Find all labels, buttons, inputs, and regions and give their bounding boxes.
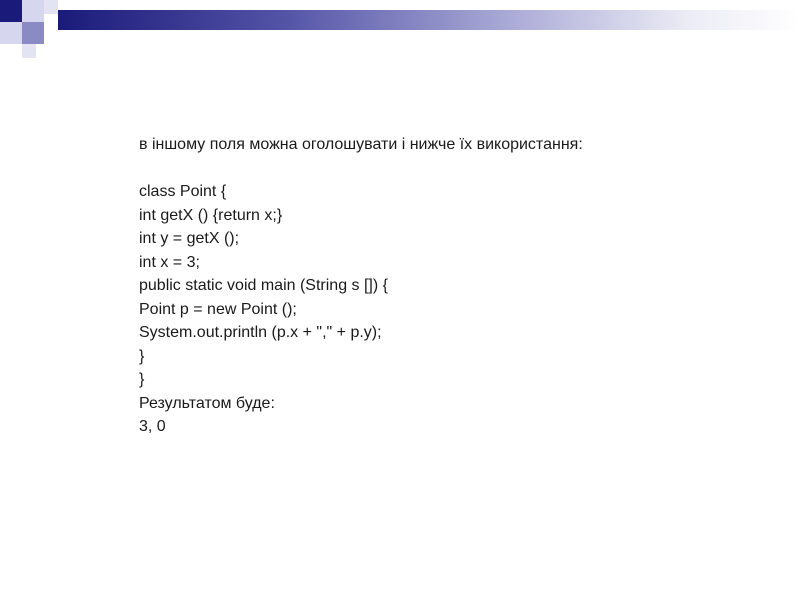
- decor-square-dark: [0, 0, 22, 22]
- result-value: 3, 0: [139, 418, 166, 435]
- blank-line: [139, 157, 759, 181]
- code-line: }: [139, 347, 145, 365]
- intro-line: в іншому поля можна оголошувати і нижче їх використання:: [139, 136, 583, 153]
- decor-square-small: [22, 44, 36, 58]
- code-line: }: [139, 371, 145, 388]
- code-line: int getX () {return x;}: [139, 206, 283, 224]
- code-line: int x = 3;: [139, 253, 200, 271]
- header-gradient-bar: [58, 10, 800, 30]
- code-line: int y = getX ();: [139, 230, 240, 247]
- code-line: Point p = new Point ();: [139, 300, 297, 318]
- code-line: class Point {: [139, 183, 227, 200]
- decor-square-small: [44, 0, 58, 14]
- slide-body-text: [139, 133, 759, 439]
- decor-square-light: [22, 0, 44, 22]
- header-decoration: [0, 0, 800, 50]
- decor-square-mid: [22, 22, 44, 44]
- code-line: public static void main (String s []) {: [139, 277, 388, 294]
- code-line: System.out.println (p.x + "," + p.y);: [139, 324, 382, 341]
- decor-square-light: [0, 22, 22, 44]
- result-label: Результатом буде:: [139, 394, 275, 412]
